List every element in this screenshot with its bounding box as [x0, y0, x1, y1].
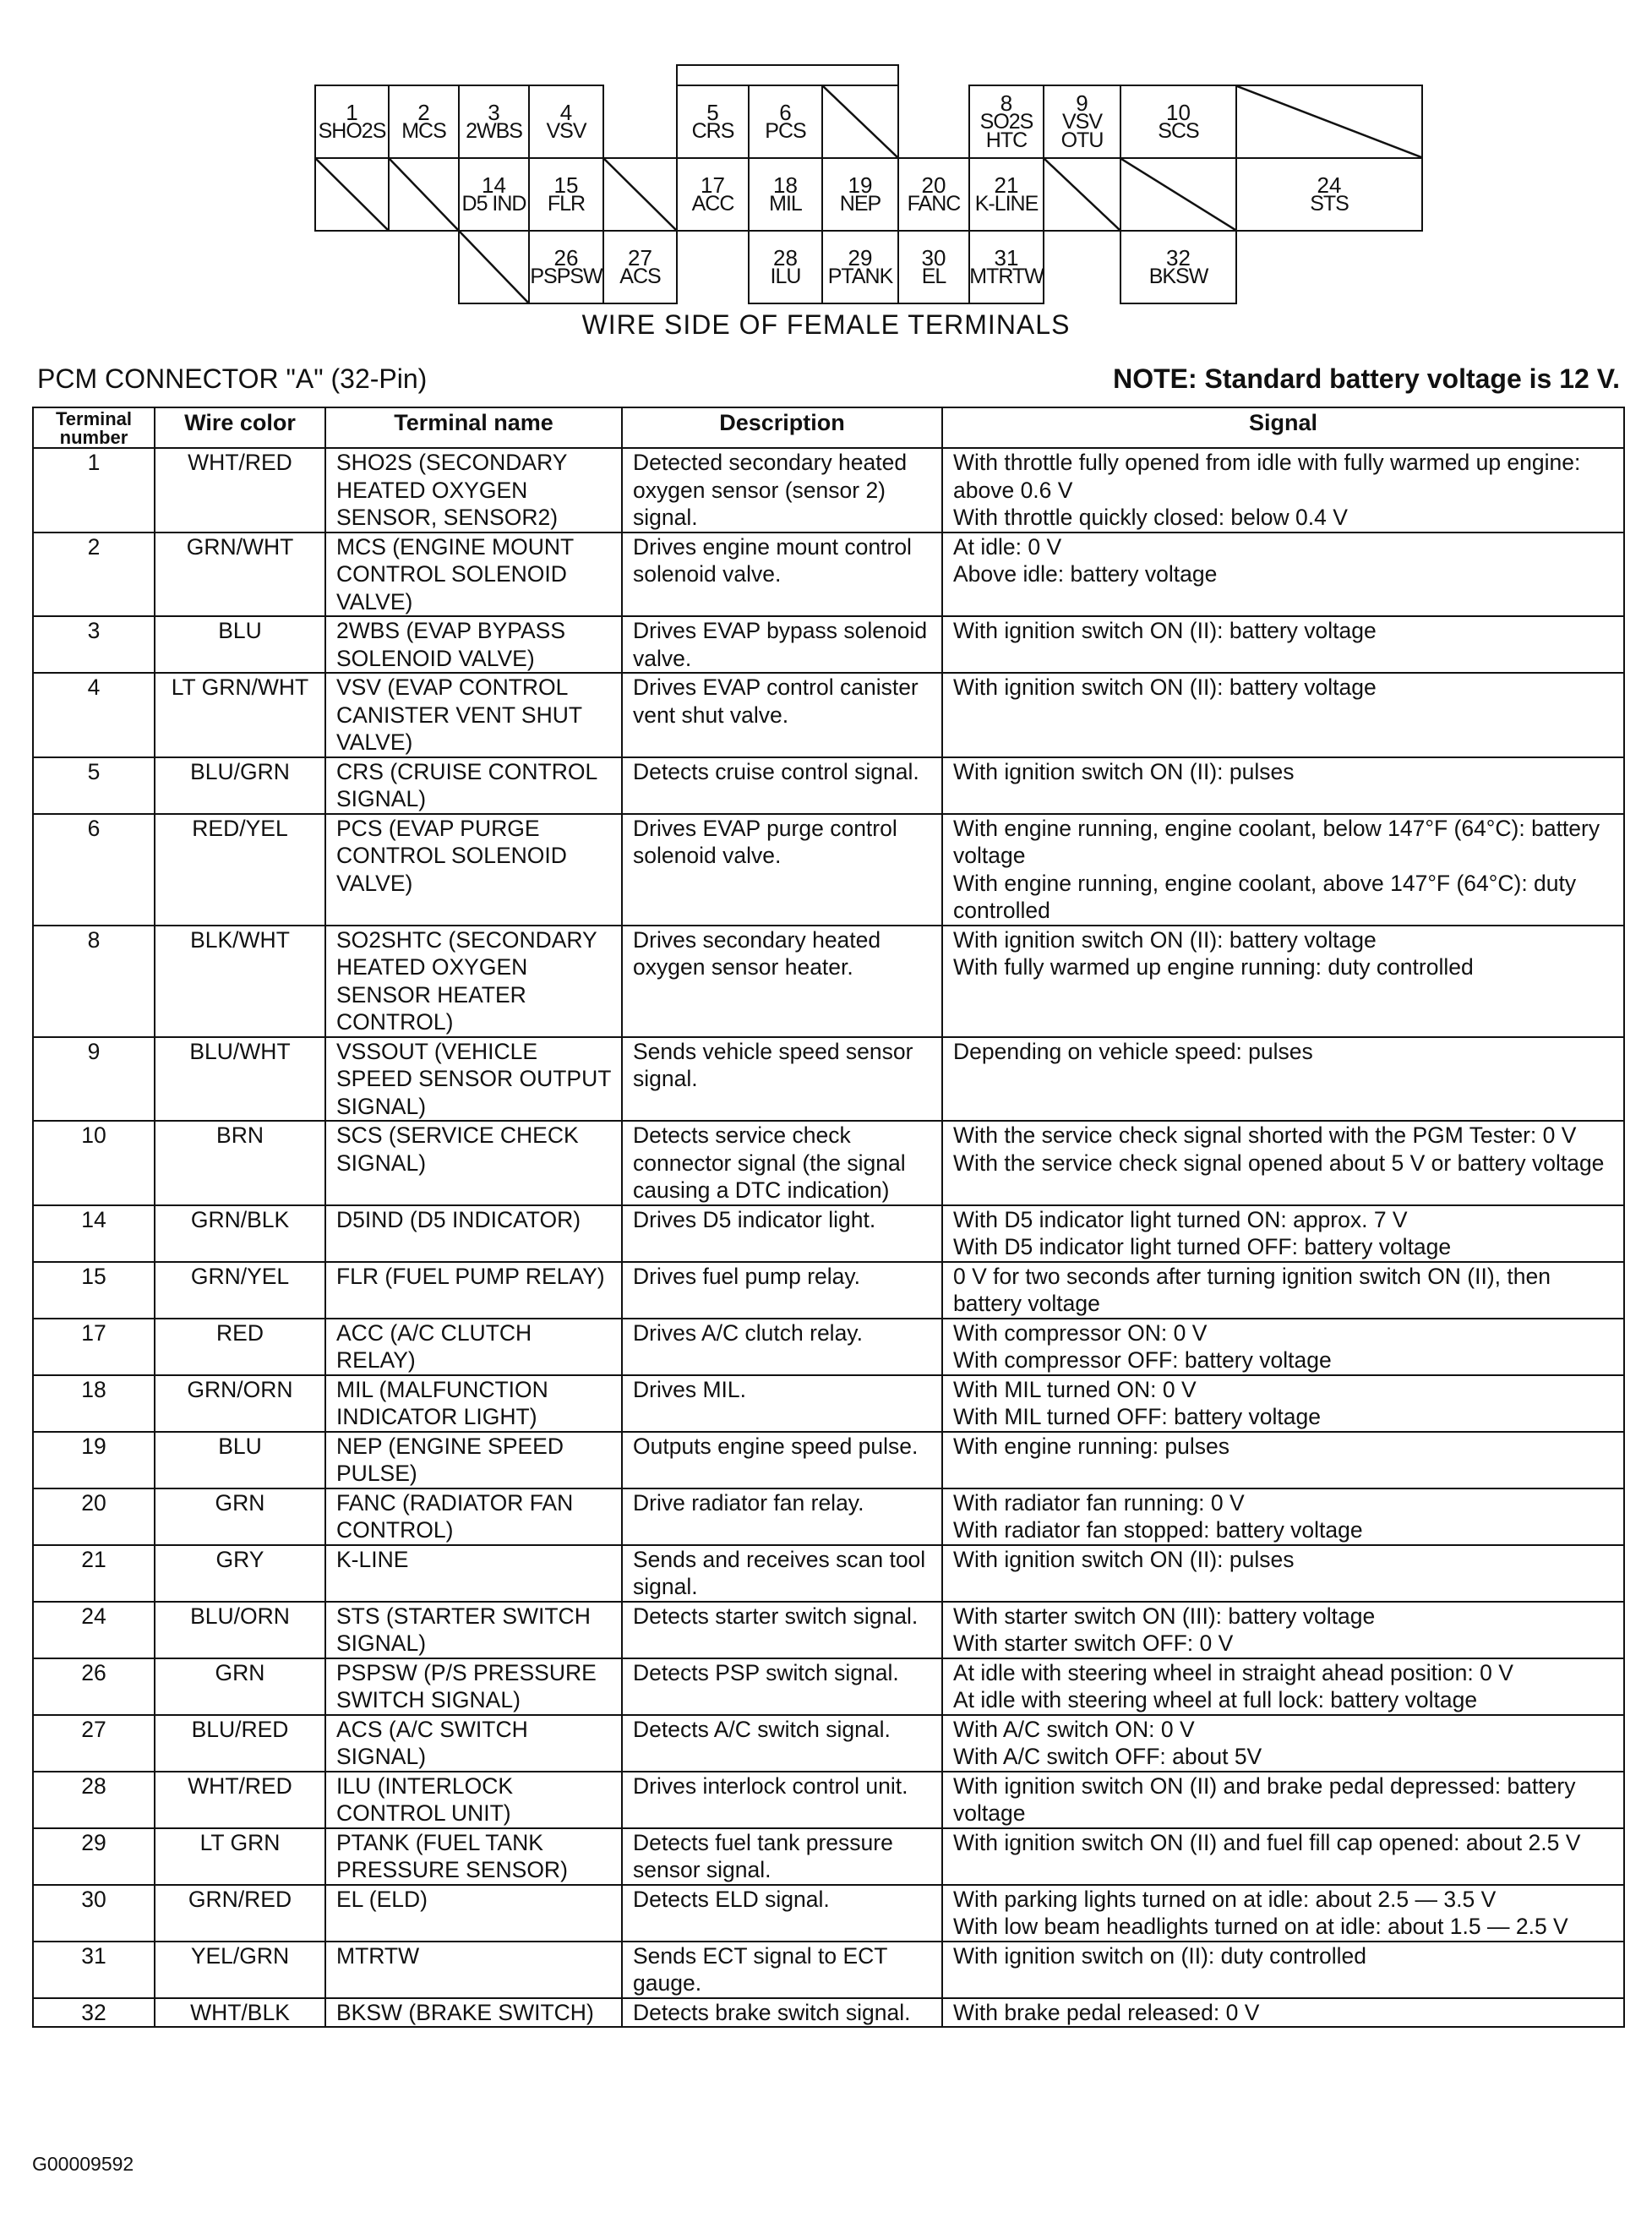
signal-cell: With D5 indicator light turned ON: approx. 7 V With D5 indicator light turned OFF: battery voltage — [942, 1205, 1624, 1262]
description-cell: Drives interlock control unit. — [622, 1772, 942, 1828]
signal-cell: With ignition switch ON (II): pulses — [942, 757, 1624, 814]
description-cell: Detects starter switch signal. — [622, 1602, 942, 1658]
description-cell: Drives EVAP bypass solenoid valve. — [622, 616, 942, 673]
terminal-number-cell: 6 — [33, 814, 155, 926]
connector-pin-28 — [748, 230, 823, 304]
terminal-name-cell: BKSW (BRAKE SWITCH) — [325, 1998, 622, 2028]
table-row — [33, 673, 1624, 757]
connector-pin-15 — [528, 157, 604, 232]
connector-pin-31 — [968, 230, 1044, 304]
wire-color-cell: LT GRN — [155, 1828, 325, 1885]
pin-name: ACC — [691, 192, 734, 216]
wire-color-cell: GRY — [155, 1545, 325, 1602]
wire-color-cell: GRN/WHT — [155, 533, 325, 617]
pin-number: 30 — [921, 245, 946, 270]
signal-cell: With ignition switch ON (II): battery voltage — [942, 616, 1624, 673]
pin-name: MCS — [401, 119, 446, 143]
connector-pin-27 — [602, 230, 678, 304]
pin-name: PTANK — [827, 265, 893, 288]
terminal-number-cell: 19 — [33, 1432, 155, 1488]
terminal-name-cell: SO2SHTC (SECONDARY HEATED OXYGEN SENSOR HEATER CONTROL) — [325, 926, 622, 1037]
signal-cell: With the service check signal shorted with the PGM Tester: 0 V With the service check signal opened about 5 V or battery voltage — [942, 1121, 1624, 1205]
table-row — [33, 757, 1624, 814]
pin-name: STS — [1310, 192, 1349, 216]
description-cell: Drives MIL. — [622, 1375, 942, 1432]
connector-blank-cell — [458, 230, 530, 304]
terminal-number-cell: 15 — [33, 1262, 155, 1319]
signal-cell: With engine running: pulses — [942, 1432, 1624, 1488]
pin-number: 26 — [553, 245, 579, 270]
signal-cell: With ignition switch ON (II): pulses — [942, 1545, 1624, 1602]
pin-table — [32, 407, 1625, 2028]
signal-cell: Depending on vehicle speed: pulses — [942, 1037, 1624, 1122]
terminal-name-cell: PSPSW (P/S PRESSURE SWITCH SIGNAL) — [325, 1658, 622, 1715]
wire-color-cell: GRN — [155, 1488, 325, 1545]
connector-blank-cell — [821, 85, 899, 159]
terminal-name-cell: PTANK (FUEL TANK PRESSURE SENSOR) — [325, 1828, 622, 1885]
pin-number: 27 — [628, 245, 652, 270]
pin-number: 31 — [994, 245, 1019, 270]
pin-name: SO2S HTC — [979, 110, 1033, 152]
signal-cell: With engine running, engine coolant, below 147°F (64°C): battery voltage With engine running, engine coolant, above 147°F (64°C): duty controlled — [942, 814, 1624, 926]
connector-pin-26 — [528, 230, 604, 304]
signal-cell: With throttle fully opened from idle with fully warmed up engine: above 0.6 V With throttle quickly closed: below 0.4 V — [942, 448, 1624, 533]
description-cell: Detects A/C switch signal. — [622, 1715, 942, 1772]
terminal-name-cell: ACS (A/C SWITCH SIGNAL) — [325, 1715, 622, 1772]
signal-cell: With ignition switch ON (II): battery voltage — [942, 673, 1624, 757]
pin-name: PSPSW — [530, 265, 602, 288]
connector-pin-3 — [458, 85, 530, 159]
pin-name: FLR — [547, 192, 586, 216]
header-wire-color: Wire color — [155, 407, 325, 448]
pin-name: 2WBS — [466, 119, 522, 143]
connector-blank-cell — [1043, 157, 1121, 232]
table-row — [33, 448, 1624, 533]
pin-number: 4 — [559, 100, 573, 125]
pin-number: 6 — [779, 100, 792, 125]
pin-number: 9 — [1076, 90, 1088, 116]
terminal-number-cell: 24 — [33, 1602, 155, 1658]
pin-name: ILU — [770, 265, 801, 288]
description-cell: Outputs engine speed pulse. — [622, 1432, 942, 1488]
header-terminal-number: Terminal number — [33, 407, 155, 448]
connector-blank-cell — [1120, 157, 1237, 232]
wire-color-cell: RED — [155, 1319, 325, 1375]
pin-number: 18 — [773, 172, 798, 198]
terminal-name-cell: SCS (SERVICE CHECK SIGNAL) — [325, 1121, 622, 1205]
terminal-name-cell: STS (STARTER SWITCH SIGNAL) — [325, 1602, 622, 1658]
signal-cell: With MIL turned ON: 0 V With MIL turned OFF: battery voltage — [942, 1375, 1624, 1432]
description-cell: Sends and receives scan tool signal. — [622, 1545, 942, 1602]
wire-color-cell: GRN/RED — [155, 1885, 325, 1942]
terminal-name-cell: VSSOUT (VEHICLE SPEED SENSOR OUTPUT SIGNAL) — [325, 1037, 622, 1122]
terminal-number-cell: 21 — [33, 1545, 155, 1602]
wire-color-cell: GRN/ORN — [155, 1375, 325, 1432]
connector-pin-9 — [1043, 85, 1121, 159]
pin-name: FANC — [907, 192, 961, 216]
terminal-number-cell: 27 — [33, 1715, 155, 1772]
connector-blank-cell — [314, 157, 390, 232]
wire-color-cell: LT GRN/WHT — [155, 673, 325, 757]
terminal-number-cell: 32 — [33, 1998, 155, 2028]
terminal-number-cell: 28 — [33, 1772, 155, 1828]
terminal-name-cell: ACC (A/C CLUTCH RELAY) — [325, 1319, 622, 1375]
wire-color-cell: BLU — [155, 616, 325, 673]
connector-diagram — [314, 64, 1421, 303]
connector-blank-cell — [602, 157, 678, 232]
terminal-number-cell: 26 — [33, 1658, 155, 1715]
connector-title: PCM CONNECTOR "A" (32-Pin) — [37, 363, 428, 394]
terminal-number-cell: 4 — [33, 673, 155, 757]
terminal-name-cell: MIL (MALFUNCTION INDICATOR LIGHT) — [325, 1375, 622, 1432]
connector-pin-10 — [1120, 85, 1237, 159]
table-row — [33, 533, 1624, 617]
header-description: Description — [622, 407, 942, 448]
pin-number: 20 — [921, 172, 946, 198]
table-row — [33, 1828, 1624, 1885]
description-cell: Detects fuel tank pressure sensor signal. — [622, 1828, 942, 1885]
description-cell: Detects brake switch signal. — [622, 1998, 942, 2028]
terminal-number-cell: 1 — [33, 448, 155, 533]
description-cell: Detects ELD signal. — [622, 1885, 942, 1942]
signal-cell: With radiator fan running: 0 V With radiator fan stopped: battery voltage — [942, 1488, 1624, 1545]
pin-number: 24 — [1317, 172, 1342, 198]
terminal-name-cell: FANC (RADIATOR FAN CONTROL) — [325, 1488, 622, 1545]
terminal-name-cell: PCS (EVAP PURGE CONTROL SOLENOID VALVE) — [325, 814, 622, 926]
signal-cell: 0 V for two seconds after turning ignition switch ON (II), then battery voltage — [942, 1262, 1624, 1319]
pin-number: 5 — [706, 100, 719, 125]
pin-name: NEP — [839, 192, 881, 216]
terminal-number-cell: 3 — [33, 616, 155, 673]
wire-color-cell: WHT/RED — [155, 1772, 325, 1828]
battery-voltage-note: NOTE: Standard battery voltage is 12 V. — [1113, 363, 1620, 394]
terminal-number-cell: 8 — [33, 926, 155, 1037]
terminal-number-cell: 30 — [33, 1885, 155, 1942]
table-header-row — [33, 407, 1624, 448]
connector-pin-2 — [388, 85, 460, 159]
description-cell: Drives engine mount control solenoid valve. — [622, 533, 942, 617]
terminal-number-cell: 14 — [33, 1205, 155, 1262]
pin-number: 1 — [346, 100, 358, 125]
table-row — [33, 1205, 1624, 1262]
pin-name: MTRTW — [969, 265, 1044, 288]
table-row — [33, 1885, 1624, 1942]
signal-cell: With parking lights turned on at idle: about 2.5 — 3.5 V With low beam headlights turned on at idle: about 1.5 — 2.5 V — [942, 1885, 1624, 1942]
table-row — [33, 1602, 1624, 1658]
pin-number: 10 — [1166, 100, 1191, 125]
signal-cell: With starter switch ON (III): battery voltage With starter switch OFF: 0 V — [942, 1602, 1624, 1658]
pin-name: BKSW — [1148, 265, 1208, 288]
terminal-name-cell: CRS (CRUISE CONTROL SIGNAL) — [325, 757, 622, 814]
table-row — [33, 616, 1624, 673]
wire-color-cell: BLU/RED — [155, 1715, 325, 1772]
pin-number: 15 — [553, 172, 579, 198]
terminal-number-cell: 2 — [33, 533, 155, 617]
terminal-name-cell: SHO2S (SECONDARY HEATED OXYGEN SENSOR, SENSOR2) — [325, 448, 622, 533]
connector-blank-cell — [388, 157, 460, 232]
table-row — [33, 1715, 1624, 1772]
terminal-name-cell: VSV (EVAP CONTROL CANISTER VENT SHUT VALVE) — [325, 673, 622, 757]
terminal-number-cell: 10 — [33, 1121, 155, 1205]
connector-pin-32 — [1120, 230, 1237, 304]
terminal-name-cell: MCS (ENGINE MOUNT CONTROL SOLENOID VALVE) — [325, 533, 622, 617]
table-row — [33, 1262, 1624, 1319]
table-row — [33, 1942, 1624, 1998]
description-cell: Sends ECT signal to ECT gauge. — [622, 1942, 942, 1998]
connector-pin-17 — [676, 157, 750, 232]
connector-pin-20 — [897, 157, 970, 232]
pin-name: EL — [921, 265, 946, 288]
table-row — [33, 926, 1624, 1037]
terminal-number-cell: 31 — [33, 1942, 155, 1998]
description-cell: Drives secondary heated oxygen sensor heater. — [622, 926, 942, 1037]
pin-number: 32 — [1166, 245, 1191, 270]
header-terminal-name: Terminal name — [325, 407, 622, 448]
signal-cell: With brake pedal released: 0 V — [942, 1998, 1624, 2028]
wire-color-cell: WHT/BLK — [155, 1998, 325, 2028]
pin-name: D5 IND — [461, 192, 526, 216]
pin-name: SCS — [1158, 119, 1199, 143]
connector-pin-5 — [676, 85, 750, 159]
wire-color-cell: BLU/GRN — [155, 757, 325, 814]
connector-pin-19 — [821, 157, 899, 232]
pin-number: 29 — [848, 245, 873, 270]
connector-pin-14 — [458, 157, 530, 232]
pin-name: VSV — [546, 119, 586, 143]
pin-number: 17 — [701, 172, 725, 198]
terminal-name-cell: FLR (FUEL PUMP RELAY) — [325, 1262, 622, 1319]
description-cell: Drives fuel pump relay. — [622, 1262, 942, 1319]
connector-pin-8 — [968, 85, 1044, 159]
pin-number: 19 — [848, 172, 873, 198]
table-row — [33, 814, 1624, 926]
terminal-number-cell: 17 — [33, 1319, 155, 1375]
pin-name: ACS — [619, 265, 661, 288]
terminal-number-cell: 20 — [33, 1488, 155, 1545]
table-row — [33, 1037, 1624, 1122]
description-cell: Drives D5 indicator light. — [622, 1205, 942, 1262]
wire-color-cell: YEL/GRN — [155, 1942, 325, 1998]
connector-pin-18 — [748, 157, 823, 232]
terminal-name-cell: K-LINE — [325, 1545, 622, 1602]
connector-pin-4 — [528, 85, 604, 159]
terminal-name-cell: EL (ELD) — [325, 1885, 622, 1942]
pin-number: 21 — [994, 172, 1019, 198]
signal-cell: With ignition switch ON (II) and brake pedal depressed: battery voltage — [942, 1772, 1624, 1828]
description-cell: Detected secondary heated oxygen sensor (sensor 2) signal. — [622, 448, 942, 533]
pin-name: MIL — [769, 192, 802, 216]
signal-cell: With ignition switch ON (II): battery voltage With fully warmed up engine running: duty controlled — [942, 926, 1624, 1037]
signal-cell: With ignition switch ON (II) and fuel fill cap opened: about 2.5 V — [942, 1828, 1624, 1885]
description-cell: Drives EVAP purge control solenoid valve. — [622, 814, 942, 926]
pin-number: 2 — [417, 100, 430, 125]
pin-name: VSV OTU — [1060, 110, 1104, 152]
connector-key-tab — [676, 64, 899, 86]
connector-pin-1 — [314, 85, 390, 159]
pin-name: PCS — [765, 119, 806, 143]
pin-number: 14 — [482, 172, 506, 198]
pin-name: SHO2S — [318, 119, 386, 143]
terminal-name-cell: MTRTW — [325, 1942, 622, 1998]
table-row — [33, 1432, 1624, 1488]
table-row — [33, 1772, 1624, 1828]
description-cell: Detects PSP switch signal. — [622, 1658, 942, 1715]
wire-color-cell: GRN — [155, 1658, 325, 1715]
pin-number: 3 — [488, 100, 500, 125]
wire-color-cell: GRN/BLK — [155, 1205, 325, 1262]
pin-number: 28 — [773, 245, 798, 270]
description-cell: Sends vehicle speed sensor signal. — [622, 1037, 942, 1122]
connector-pin-29 — [821, 230, 899, 304]
description-cell: Detects service check connector signal (the signal causing a DTC indication) — [622, 1121, 942, 1205]
terminal-name-cell: NEP (ENGINE SPEED PULSE) — [325, 1432, 622, 1488]
terminal-number-cell: 5 — [33, 757, 155, 814]
table-row — [33, 1121, 1624, 1205]
wire-color-cell: BRN — [155, 1121, 325, 1205]
wire-color-cell: WHT/RED — [155, 448, 325, 533]
pin-name: CRS — [691, 119, 734, 143]
table-row — [33, 1319, 1624, 1375]
pin-number: 8 — [1000, 90, 1013, 116]
signal-cell: At idle: 0 V Above idle: battery voltage — [942, 533, 1624, 617]
header-signal: Signal — [942, 407, 1624, 448]
connector-caption: WIRE SIDE OF FEMALE TERMINALS — [581, 309, 1071, 340]
signal-cell: With A/C switch ON: 0 V With A/C switch OFF: about 5V — [942, 1715, 1624, 1772]
connector-pin-6 — [748, 85, 823, 159]
wire-color-cell: BLU/WHT — [155, 1037, 325, 1122]
wire-color-cell: BLK/WHT — [155, 926, 325, 1037]
description-cell: Drives EVAP control canister vent shut valve. — [622, 673, 942, 757]
table-row — [33, 1488, 1624, 1545]
connector-blank-cell — [1235, 85, 1423, 159]
signal-cell: With compressor ON: 0 V With compressor OFF: battery voltage — [942, 1319, 1624, 1375]
wire-color-cell: BLU/ORN — [155, 1602, 325, 1658]
terminal-name-cell: ILU (INTERLOCK CONTROL UNIT) — [325, 1772, 622, 1828]
connector-pin-24 — [1235, 157, 1423, 232]
signal-cell: With ignition switch on (II): duty controlled — [942, 1942, 1624, 1998]
wire-color-cell: RED/YEL — [155, 814, 325, 926]
signal-cell: At idle with steering wheel in straight ahead position: 0 V At idle with steering wheel at full lock: battery voltage — [942, 1658, 1624, 1715]
description-cell: Drives A/C clutch relay. — [622, 1319, 942, 1375]
wire-color-cell: BLU — [155, 1432, 325, 1488]
description-cell: Drive radiator fan relay. — [622, 1488, 942, 1545]
table-row — [33, 1658, 1624, 1715]
terminal-number-cell: 18 — [33, 1375, 155, 1432]
table-row — [33, 1998, 1624, 2028]
table-row — [33, 1545, 1624, 1602]
connector-pin-30 — [897, 230, 970, 304]
terminal-number-cell: 9 — [33, 1037, 155, 1122]
pin-name: K-LINE — [974, 192, 1039, 216]
terminal-name-cell: D5IND (D5 INDICATOR) — [325, 1205, 622, 1262]
terminal-name-cell: 2WBS (EVAP BYPASS SOLENOID VALVE) — [325, 616, 622, 673]
wire-color-cell: GRN/YEL — [155, 1262, 325, 1319]
terminal-number-cell: 29 — [33, 1828, 155, 1885]
table-row — [33, 1375, 1624, 1432]
connector-pin-21 — [968, 157, 1044, 232]
description-cell: Detects cruise control signal. — [622, 757, 942, 814]
figure-id: G00009592 — [32, 2153, 134, 2175]
